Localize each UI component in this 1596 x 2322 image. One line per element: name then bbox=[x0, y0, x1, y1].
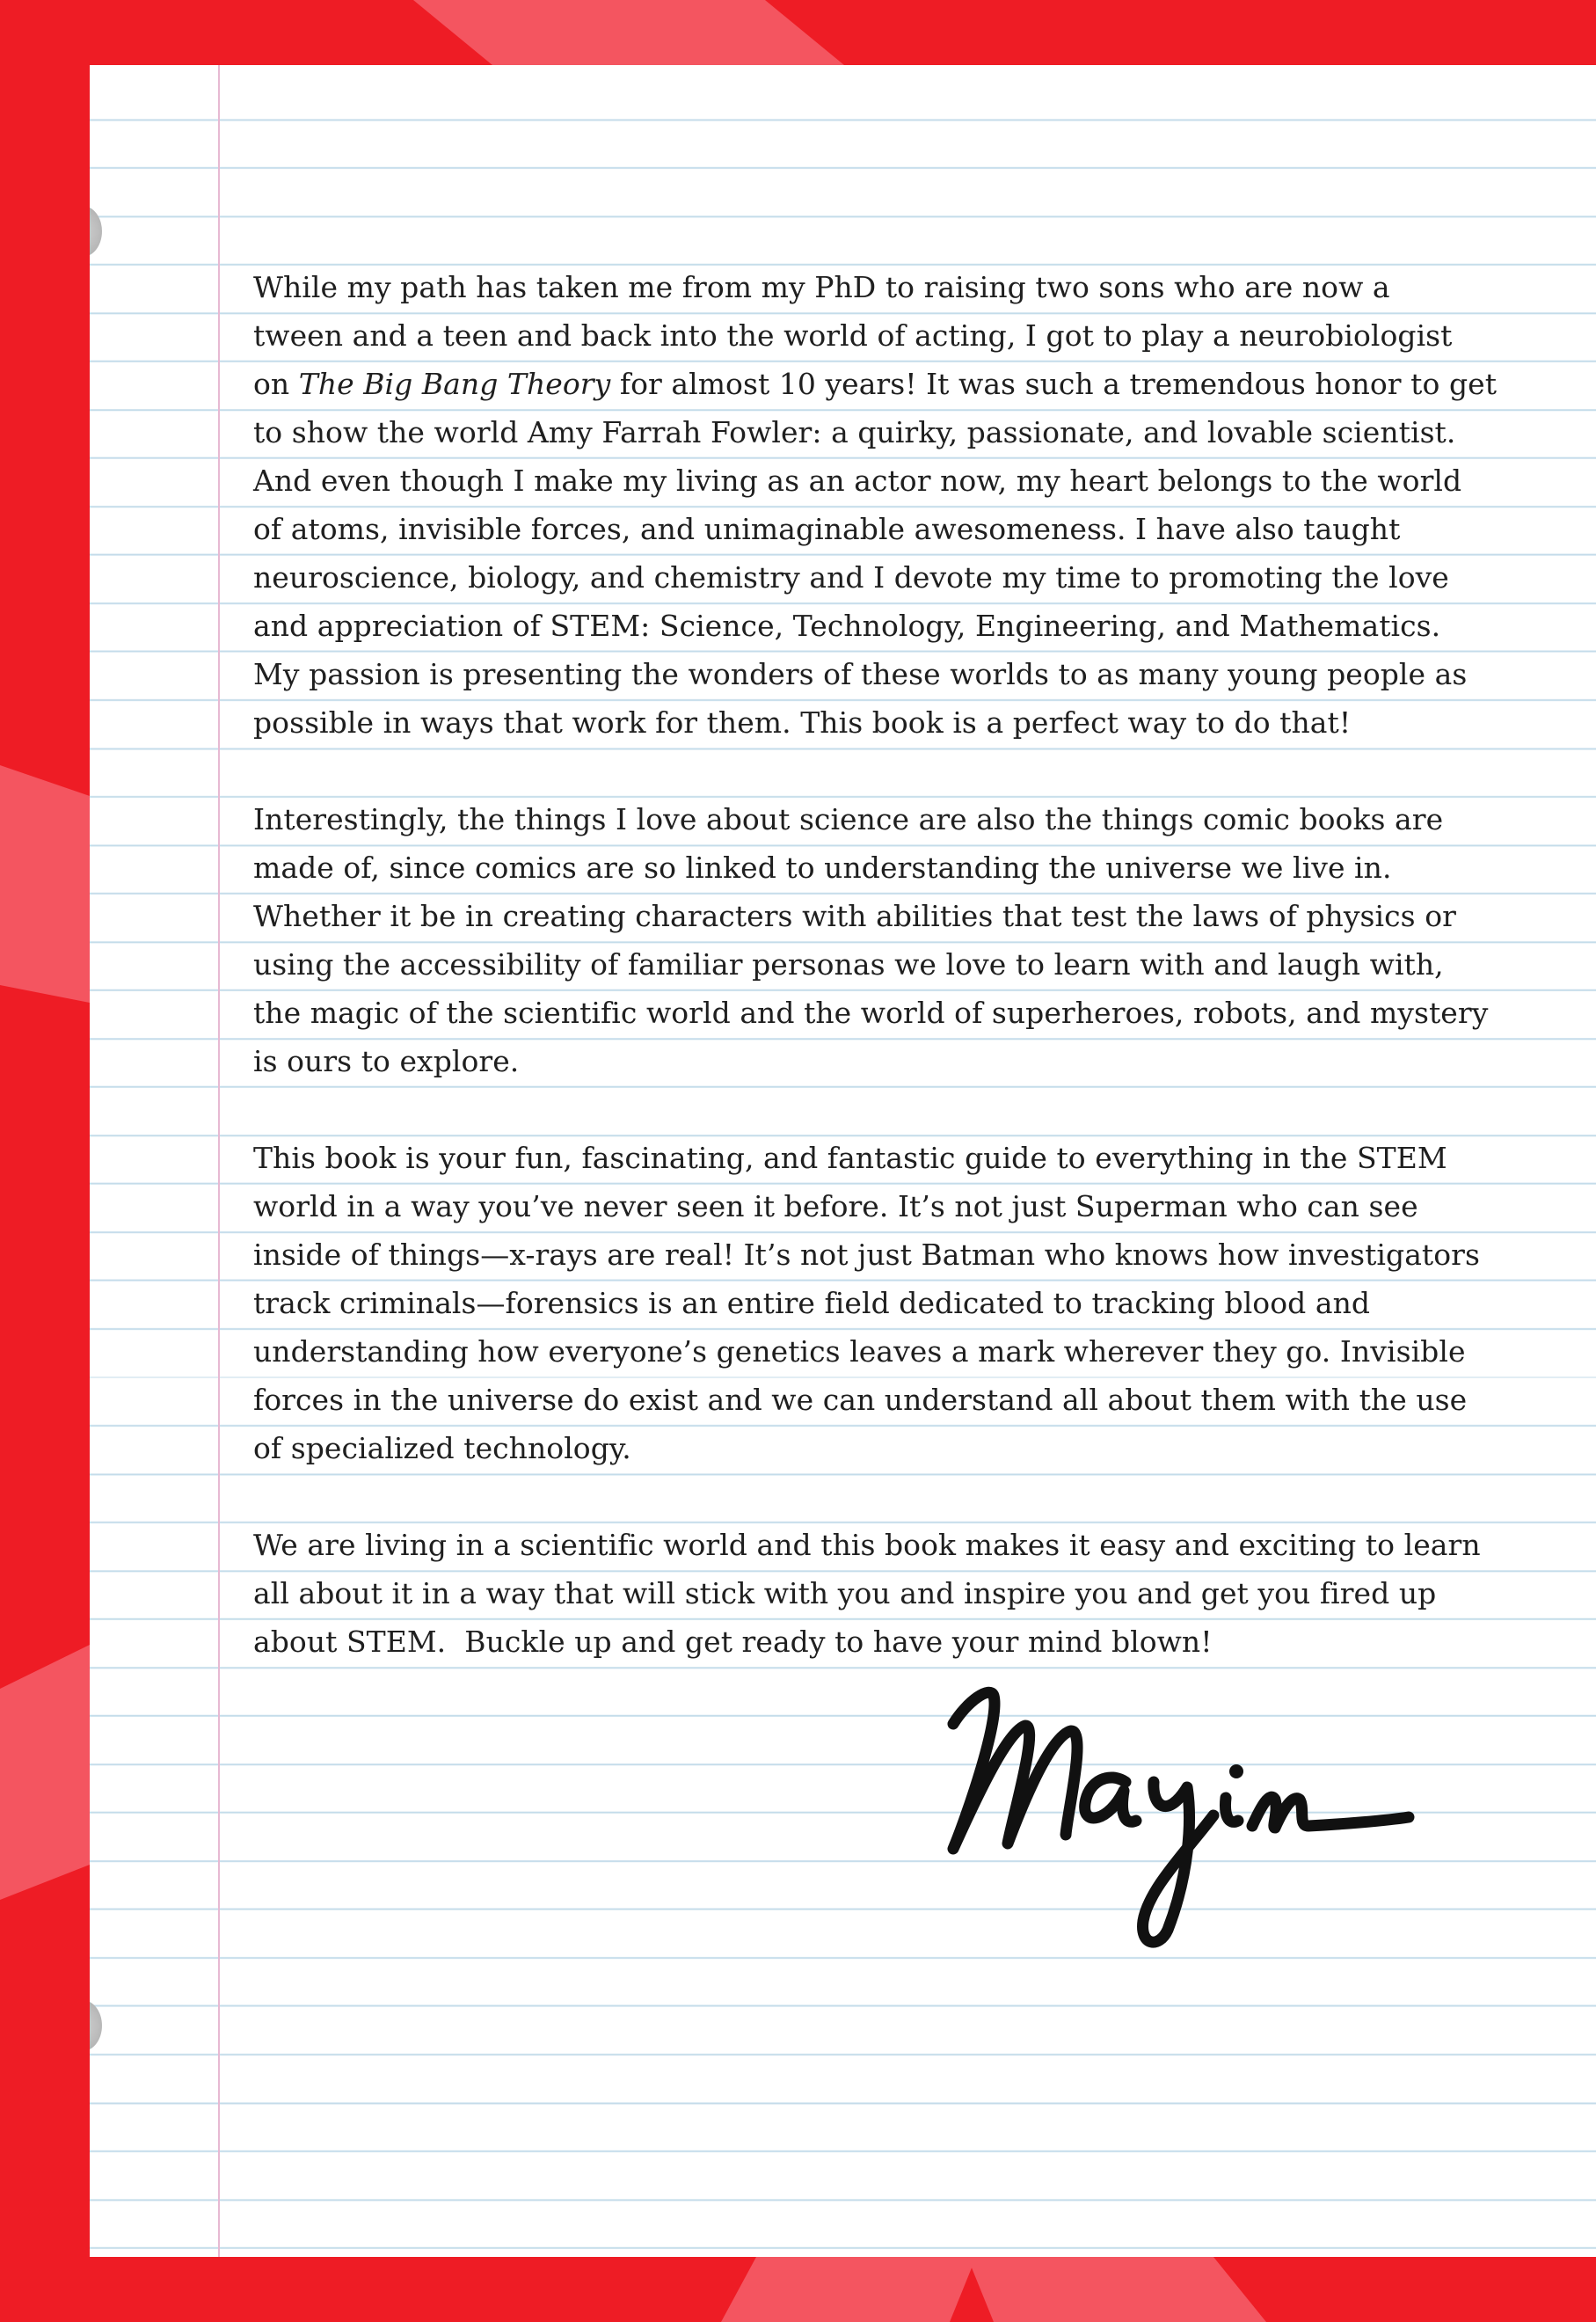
paragraph-1-rest: for almost 10 years! It was such a tremendous honor to get to show the world Amy Farrah Fowler: a quirky, passionate, and lovable scientist. And even though I make my living as an actor now, my heart belongs to the world of atoms, invisible forces, and unimaginable awesomeness. I have also taught neuroscience, biology, and chemistry and I devote my time to promoting the love and appreciation of STEM: Science, Technology, Engineering, and Mathematics. My passion is presenting the wonders of these worlds to as many young people as possible in ways that work for them. This book is a perfect way to do that! bbox=[253, 367, 1498, 740]
signature-dot bbox=[1229, 1764, 1243, 1778]
background-stripe-left-upper bbox=[0, 765, 90, 1003]
paragraph-4: We are living in a scientific world and this book makes it easy and exciting to learn all about it in a way that will stick with you and inspire you and get you fired up about STEM. Buckle up and get ready to have your mind blown! bbox=[253, 1528, 1481, 1659]
signature bbox=[937, 1639, 1430, 1956]
binder-hole-bottom bbox=[90, 2000, 102, 2051]
binder-hole-top bbox=[90, 206, 102, 257]
margin-line bbox=[218, 65, 220, 2257]
background-stripe-left-lower bbox=[0, 1645, 90, 1900]
signature-stroke-a bbox=[1085, 1778, 1136, 1822]
paragraph-1-intro: While my path has taken me from my PhD to raising two sons who are now a tween and a teen and back into the world of acting, I got to play a neurobiologist on bbox=[253, 270, 1453, 401]
signature-stroke-y bbox=[1143, 1782, 1213, 1942]
show-title: The Big Bang Theory bbox=[298, 367, 611, 401]
signature-stroke-i bbox=[1226, 1798, 1238, 1822]
paragraph-1 bbox=[253, 263, 1502, 747]
background-stripe-bottom-right bbox=[967, 2257, 1266, 2322]
paragraph-2: Interestingly, the things I love about science are also the things comic books are made of, since comics are so linked to understanding the universe we live in. Whether it be in creating characters with abilities that test the laws of physics or using the accessibility of familiar personas we love to learn with and laugh with, the magic of the scientific world and the world of superheroes, robots, and mystery is ours to explore. bbox=[253, 802, 1489, 1078]
notebook-paper bbox=[90, 65, 1596, 2257]
paragraph-3: This book is your fun, fascinating, and fantastic guide to everything in the STEM world in a way you’ve never seen it before. It’s not just Superman who can see inside of things—x-rays are real! It’s not just Batman who knows how investigators track criminals—forensics is an entire field dedicated to tracking blood and understanding how everyone’s genetics leaves a mark wherever they go. Invisible forces in the universe do exist and we can understand all about them with the use of specialized technology. bbox=[253, 1141, 1480, 1465]
signature-stroke-m2 bbox=[1252, 1797, 1409, 1828]
background-stripe-bottom-left bbox=[721, 2257, 976, 2322]
letter-body bbox=[253, 263, 1502, 1714]
signature-stroke-m bbox=[953, 1692, 1077, 1849]
